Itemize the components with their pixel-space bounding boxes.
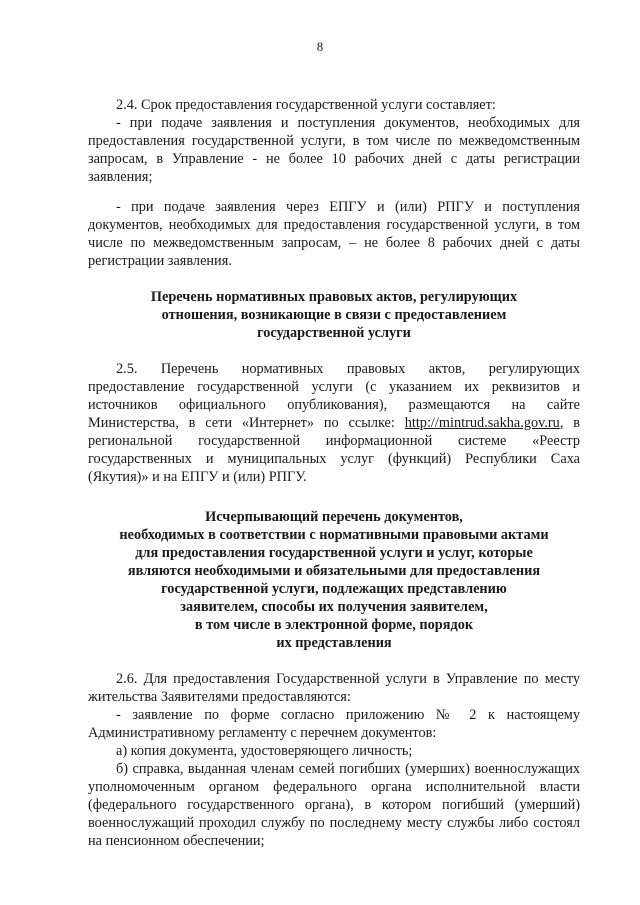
- section-2-6-item-1: - заявление по форме согласно приложению № 2 к настоящему Административному регламенту с перечнем документов:: [88, 707, 580, 741]
- heading-documents-list: [88, 508, 580, 652]
- section-2-5: [88, 360, 580, 486]
- heading-line: Исчерпывающий перечень документов,: [205, 509, 463, 525]
- heading-line: заявителем, способы их получения заявителем,: [180, 599, 488, 615]
- ministry-link[interactable]: http://mintrud.sakha.gov.ru: [404, 415, 560, 431]
- heading-line: Перечень нормативных правовых актов, регулирующих: [150, 289, 518, 305]
- heading-line: государственной услуги, подлежащих представлению: [161, 581, 507, 597]
- section-2-6-item-b: б) справка, выданная членам семей погибших (умерших) военнослужащих уполномоченным органом федерального органа исполнительной власти (федерального государственного органа), в котором погибший (умерший) военнослужащий проходил службу по последнему месту службы либо состоял на пенсионном обеспечении;: [88, 761, 580, 849]
- heading-line: государственной услуги: [257, 325, 411, 341]
- heading-line: в том числе в электронной форме, порядок: [194, 617, 474, 633]
- section-2-5-text-start: 2.5. Перечень нормативных правовых актов, регулирующих предоставление государственной услуги (с указанием их реквизитов и источников официального опубликования), размещаются на сайте Министерства, в сети «Интернет» по ссылке:: [88, 361, 580, 431]
- section-2-4-item-2: - при подаче заявления через ЕПГУ и (или) РПГУ и поступления документов, необходимых для предоставления государственной услуги, в том числе по межведомственным запросам, – не более 8 рабочих дней с даты регистрации заявления.: [88, 199, 580, 269]
- section-2-4-title: 2.4. Срок предоставления государственной услуги составляет:: [116, 97, 496, 113]
- section-2-6-item-a: а) копия документа, удостоверяющего личность;: [116, 743, 413, 759]
- document-body: [88, 96, 580, 850]
- heading-line: необходимых в соответствии с нормативными правовыми актами: [119, 527, 549, 543]
- page-number: 8: [316, 39, 324, 54]
- heading-line: их представления: [276, 635, 392, 651]
- section-2-5-text-end: , в региональной государственной информационной системе «Реестр государственных и муниципальных услуг (функций) Республики Саха (Якутия)» и на ЕПГУ и (или) РПГУ.: [88, 415, 580, 485]
- heading-line: отношения, возникающие в связи с предоставлением: [161, 307, 507, 323]
- section-2-6-title: 2.6. Для предоставления Государственной услуги в Управление по месту жительства Заявителями предоставляются:: [88, 671, 580, 705]
- section-2-4-item-1: - при подаче заявления и поступления документов, необходимых для предоставления государственной услуги, в том числе по межведомственным запросам, в Управление - не более 10 рабочих дней с даты регистрации заявления;: [88, 115, 580, 185]
- heading-line: являются необходимыми и обязательными для предоставления: [127, 563, 541, 579]
- heading-normative-acts: [88, 288, 580, 342]
- heading-line: для предоставления государственной услуги и услуг, которые: [135, 545, 533, 561]
